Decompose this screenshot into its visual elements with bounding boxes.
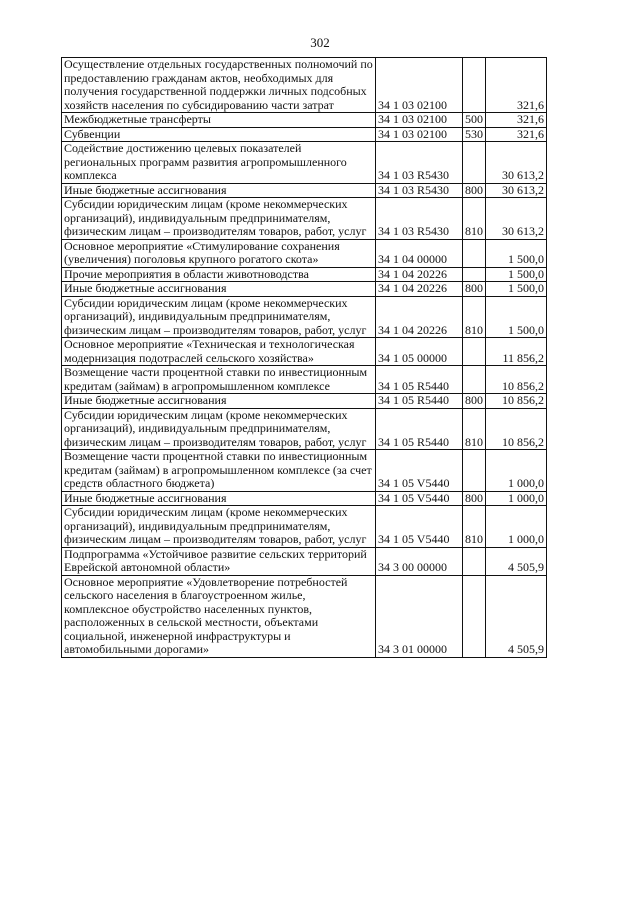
row-sum: 10 856,2 — [486, 394, 547, 409]
row-code: 34 1 05 R5440 — [376, 408, 463, 450]
row-vr — [463, 267, 486, 282]
row-vr: 800 — [463, 183, 486, 198]
row-code: 34 1 03 R5430 — [376, 198, 463, 240]
row-code: 34 3 00 00000 — [376, 547, 463, 575]
row-code: 34 1 05 V5440 — [376, 506, 463, 548]
row-vr: 810 — [463, 506, 486, 548]
row-vr: 800 — [463, 282, 486, 297]
row-name: Субсидии юридическим лицам (кроме некоммерческих организаций), индивидуальным предпринимателям, физическим лицам – производителям товаров, работ, услуг — [62, 198, 376, 240]
row-sum: 30 613,2 — [486, 142, 547, 184]
row-sum: 321,6 — [486, 113, 547, 128]
table-row — [62, 142, 547, 184]
row-sum: 10 856,2 — [486, 366, 547, 394]
row-code: 34 1 03 02100 — [376, 113, 463, 128]
row-sum: 4 505,9 — [486, 547, 547, 575]
row-vr — [463, 366, 486, 394]
table-row — [62, 183, 547, 198]
row-vr: 800 — [463, 394, 486, 409]
row-sum: 1 000,0 — [486, 506, 547, 548]
table-row — [62, 338, 547, 366]
row-sum: 1 500,0 — [486, 267, 547, 282]
table-row — [62, 296, 547, 338]
row-vr — [463, 575, 486, 657]
row-code: 34 1 03 02100 — [376, 58, 463, 113]
table-row — [62, 58, 547, 113]
row-code: 34 1 04 20226 — [376, 282, 463, 297]
row-name: Основное мероприятие «Удовлетворение потребностей сельского населения в благоустроенном жилье, комплексное обустройство населенных пунктов, расположенных в сельской местности, объектами социальной, инженерной инфраструктуры и автомобильными дорогами» — [62, 575, 376, 657]
table-row — [62, 547, 547, 575]
row-name: Подпрограмма «Устойчивое развитие сельских территорий Еврейской автономной области» — [62, 547, 376, 575]
table-row — [62, 408, 547, 450]
row-vr: 810 — [463, 198, 486, 240]
page-number: 302 — [310, 35, 330, 50]
row-code: 34 1 05 R5440 — [376, 366, 463, 394]
row-sum: 11 856,2 — [486, 338, 547, 366]
row-name: Межбюджетные трансферты — [62, 113, 376, 128]
row-code: 34 1 03 R5430 — [376, 142, 463, 184]
row-vr — [463, 547, 486, 575]
row-name: Субсидии юридическим лицам (кроме некоммерческих организаций), индивидуальным предпринимателям, физическим лицам – производителям товаров, работ, услуг — [62, 506, 376, 548]
row-sum: 30 613,2 — [486, 198, 547, 240]
row-name: Осуществление отдельных государственных полномочий по предоставлению гражданам актов, необходимых для получения государственной поддержки личных подсобных хозяйств населения по субсидированию части затрат — [62, 58, 376, 113]
table-row — [62, 506, 547, 548]
table-row — [62, 366, 547, 394]
row-sum: 4 505,9 — [486, 575, 547, 657]
row-code: 34 1 04 20226 — [376, 296, 463, 338]
table-row — [62, 450, 547, 492]
row-vr: 800 — [463, 491, 486, 506]
row-code: 34 1 05 R5440 — [376, 394, 463, 409]
row-vr: 500 — [463, 113, 486, 128]
row-vr: 810 — [463, 296, 486, 338]
row-vr — [463, 58, 486, 113]
row-vr — [463, 450, 486, 492]
table-row — [62, 239, 547, 267]
row-code: 34 3 01 00000 — [376, 575, 463, 657]
row-code: 34 1 05 V5440 — [376, 450, 463, 492]
row-code: 34 1 03 R5430 — [376, 183, 463, 198]
row-code: 34 1 05 V5440 — [376, 491, 463, 506]
row-sum: 321,6 — [486, 58, 547, 113]
row-sum: 1 000,0 — [486, 450, 547, 492]
row-name: Субвенции — [62, 127, 376, 142]
row-name: Иные бюджетные ассигнования — [62, 491, 376, 506]
table-row — [62, 282, 547, 297]
row-vr — [463, 338, 486, 366]
row-name: Прочие мероприятия в области животноводства — [62, 267, 376, 282]
row-name: Субсидии юридическим лицам (кроме некоммерческих организаций), индивидуальным предпринимателям, физическим лицам – производителям товаров, работ, услуг — [62, 296, 376, 338]
row-sum: 321,6 — [486, 127, 547, 142]
row-name: Основное мероприятие «Техническая и технологическая модернизация подотраслей сельского хозяйства» — [62, 338, 376, 366]
row-name: Иные бюджетные ассигнования — [62, 282, 376, 297]
row-name: Основное мероприятие «Стимулирование сохранения (увеличения) поголовья крупного рогатого скота» — [62, 239, 376, 267]
row-sum: 30 613,2 — [486, 183, 547, 198]
table-row — [62, 394, 547, 409]
row-vr — [463, 239, 486, 267]
row-name: Возмещение части процентной ставки по инвестиционным кредитам (займам) в агропромышленном комплексе — [62, 366, 376, 394]
row-sum: 1 500,0 — [486, 296, 547, 338]
row-code: 34 1 03 02100 — [376, 127, 463, 142]
row-name: Иные бюджетные ассигнования — [62, 183, 376, 198]
row-name: Возмещение части процентной ставки по инвестиционным кредитам (займам) в агропромышленном комплексе (за счет средств областного бюджета) — [62, 450, 376, 492]
row-sum: 1 500,0 — [486, 282, 547, 297]
row-sum: 10 856,2 — [486, 408, 547, 450]
row-name: Иные бюджетные ассигнования — [62, 394, 376, 409]
table-row — [62, 491, 547, 506]
table-row — [62, 198, 547, 240]
row-code: 34 1 04 20226 — [376, 267, 463, 282]
row-vr — [463, 142, 486, 184]
row-vr: 530 — [463, 127, 486, 142]
row-code: 34 1 05 00000 — [376, 338, 463, 366]
row-sum: 1 000,0 — [486, 491, 547, 506]
row-name: Субсидии юридическим лицам (кроме некоммерческих организаций), индивидуальным предпринимателям, физическим лицам – производителям товаров, работ, услуг — [62, 408, 376, 450]
budget-table — [61, 57, 547, 658]
row-name: Содействие достижению целевых показателей региональных программ развития агропромышленного комплекса — [62, 142, 376, 184]
row-code: 34 1 04 00000 — [376, 239, 463, 267]
table-row — [62, 575, 547, 657]
row-vr: 810 — [463, 408, 486, 450]
row-sum: 1 500,0 — [486, 239, 547, 267]
table-row — [62, 113, 547, 128]
table-row — [62, 267, 547, 282]
table-row — [62, 127, 547, 142]
